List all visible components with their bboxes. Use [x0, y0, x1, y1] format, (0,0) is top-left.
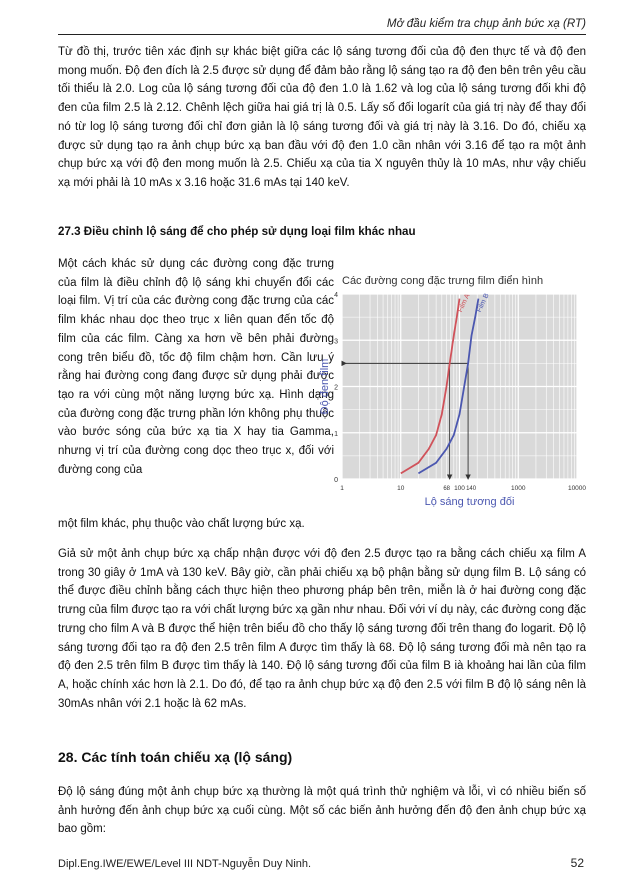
y-tick-label: 2 [334, 384, 338, 392]
y-axis-label: Độ đen film [319, 358, 331, 415]
section-27-3-title: 27.3 Điều chỉnh lộ sáng để cho phép sử dụng loại film khác nhau [58, 225, 416, 238]
wrap-paragraph-tail: một film khác, phụ thuộc vào chất lượng bức xạ. [58, 518, 305, 530]
example-paragraph: Giả sử một ảnh chụp bức xạ chấp nhận được với độ đen 2.5 được tạo ra bằng cách chiếu xạ film A trong 30 giây ở 1mA và 130 keV. Bây giờ, cần phải chiếu xạ bộ phận bằng sử dụng film B. Lộ sáng có thể được điều chỉnh bằng cách thực hiện theo phương pháp bên trên, miễn là ở hai đường cong đặc trưng của film được tạo ra với chất lượng bức xạ gần như nhau. Đối với ví dụ này, các đường cong đặc trưng cho film A và B được thể hiện trên biểu đồ cho thấy lộ sáng tương đối trên thang đo logarit. Độ lộ sáng tương đối tạo ra độ đen 2.5 trên film A được tìm thấy là 68. Độ lộ sáng tương đối mà nên tạo ra độ đen 2.5 trên film B được tìm thấy là 140. Độ lộ sáng tương đối của film B ià khoảng hai lần của film A, hoặc chính xác hơn là 2.1. Do đó, để tạo ra ảnh chụp bức xạ độ đen 2.5 với film B độ lộ sáng nên là 30mAs nhân với 2.1 hoặc là 62 mAs. [58, 548, 586, 710]
y-tick-label: 3 [334, 338, 338, 346]
series-label: Film B [475, 292, 491, 314]
chart-svg [319, 264, 592, 519]
footer-author: Dipl.Eng.IWE/EWE/Level III NDT-Nguyễn Duy Ninh. [58, 858, 312, 870]
x-tick-label: 10000 [567, 485, 587, 492]
reference-label: 68 [443, 486, 451, 492]
section-28-body: Độ lộ sáng đúng một ảnh chụp bức xạ thường là một quá trình thử nghiệm và lỗi, vì có nhiều biến số ảnh hưởng đến ảnh chụp bức xạ cuối cùng. Một số các biến ảnh hưởng đến độ đen ảnh chụp bức xạ bao gồm: [58, 786, 586, 836]
intro-paragraph: Từ đồ thị, trước tiên xác định sự khác biệt giữa các lộ sáng tương đối của độ đen thực tế và độ đen mong muốn. Độ đen đích là 2.5 được sử dụng để đảm bảo rằng lộ sáng tạo ra độ đen bên trên yêu cầu tối thiểu là 2.0. Log của lộ sáng tương đối của độ đen 1.0 là 1.62 và log của lộ sáng tương đối khi độ đen của film 2.5 là 2.12. Chênh lệch giữa hai giá trị là 0.5. Lấy số đối logarít của giá trị này để thay đổi nó từ log lộ sáng tương đối chỉ đơn giản là lộ sáng tương đối và giá trị này là 3.16. Do đó, chiếu xạ được sử dụng tạo ra ảnh chụp bức xạ ban đầu với độ đen 1.0 cần nhân với 3.16 để tạo ra một ảnh chụp bức xạ với độ đen mong muốn là 2.5. Chiếu xạ của tia X nguyên thủy là 10 mAs, như vậy chiếu xạ mới phải là 10 mAs x 3.16 hoặc 31.6 mAs tại 140 keV. [58, 46, 586, 189]
y-tick-label: 1 [334, 430, 338, 438]
x-tick-label: 1 [340, 485, 344, 492]
section-28-title: 28. Các tính toán chiếu xạ (lộ sáng) [58, 749, 293, 765]
x-tick-label: 10 [397, 485, 405, 492]
characteristic-curve-chart [319, 264, 592, 519]
y-tick-label: 0 [334, 477, 338, 484]
wrap-paragraph: Một cách khác sử dụng các đường cong đặc trưng của film là điều chỉnh độ lộ sáng khi chuyển đổi các loại film. Vị trí của các đường cong đặc trưng của các film khác nhau dọc theo trục x liên quan đến tốc độ film của các film. Càng xa hơn về bên phải đường cong trên biểu đồ, tốc độ film chậm hơn. Cần lưu ý rằng hai đường cong đang được sử dụng phải được tạo ra với cùng một năng lượng bức xạ. Hình dạng của đường cong đặc trưng phần lớn không phụ thuộc vào bước sóng của bức xạ tia X hay tia Gamma, nhưng vị trí của đường cong dọc theo trục x, đối với đường cong của [58, 258, 334, 476]
reference-label: 140 [466, 486, 477, 492]
page-number: 52 [570, 856, 584, 870]
x-tick-label: 1000 [511, 485, 526, 492]
series-label: Film A [456, 292, 472, 314]
x-tick-label: 100 [454, 485, 465, 492]
x-axis-label: Lộ sáng tương đối [424, 496, 515, 508]
y-tick-label: 4 [334, 292, 338, 299]
chart-title: Các đường cong đặc trưng film điển hình [342, 275, 544, 287]
header-rule [58, 34, 586, 35]
running-header: Mở đầu kiểm tra chụp ảnh bức xạ (RT) [386, 17, 586, 30]
